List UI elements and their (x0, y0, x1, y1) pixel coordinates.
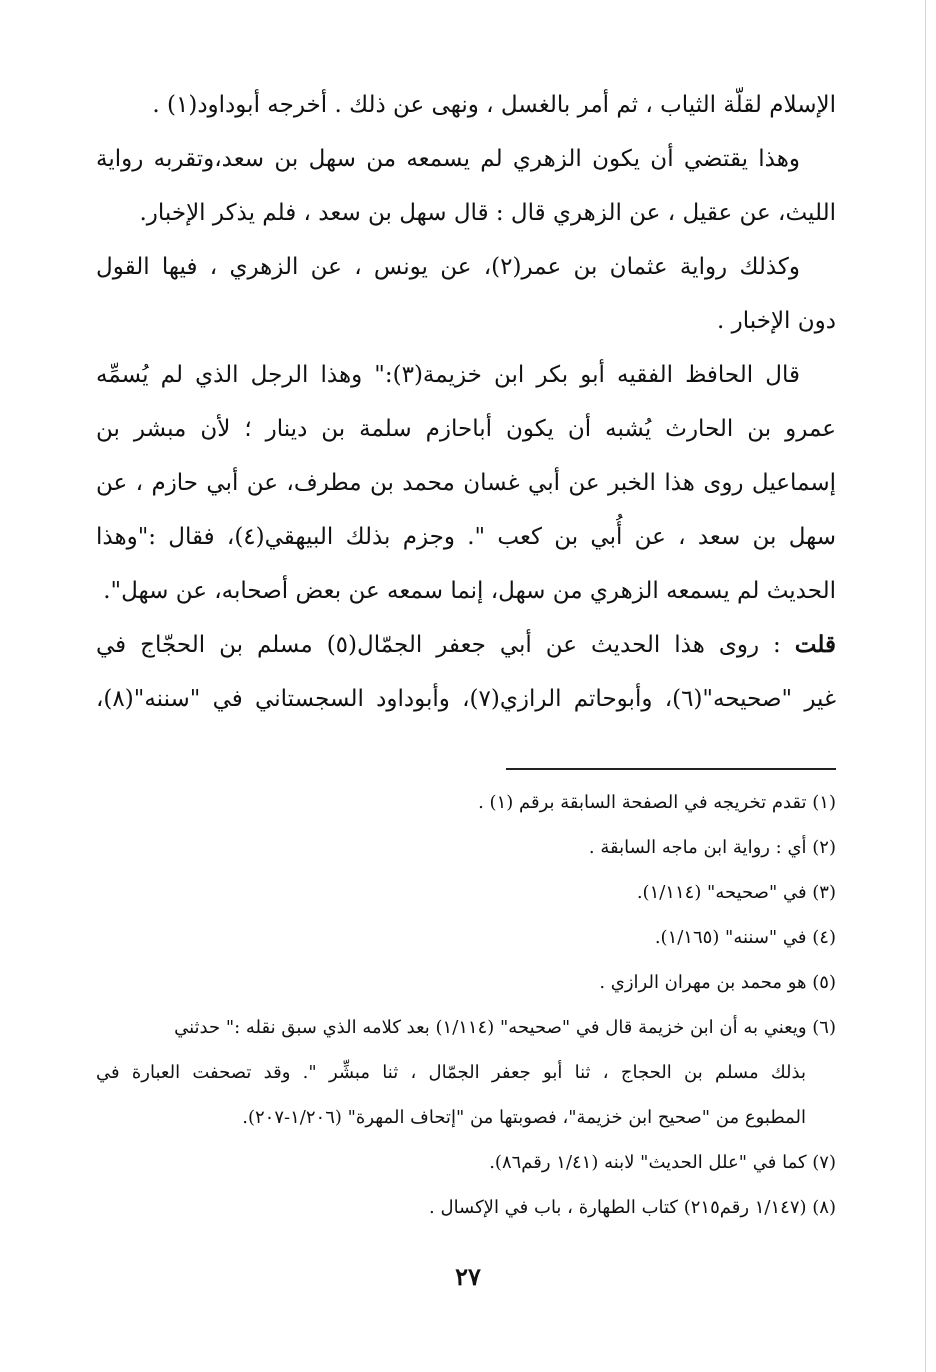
footnote: (٥) هو محمد بن مهران الرازي . (599, 972, 836, 993)
footnote-separator (506, 768, 836, 770)
footnote: (٢) أي : رواية ابن ماجه السابقة . (588, 837, 836, 858)
footnote: (٤) في "سننه" (١/١٦٥). (654, 927, 836, 948)
footnote: (٣) في "صحيحه" (١/١١٤). (636, 882, 836, 903)
text-line: عمرو بن الحارث يُشبه أن يكون أباحازم سلمة بن دينار ؛ لأن مبشر بن (96, 416, 836, 442)
main-text (96, 78, 836, 726)
text-line: وكذلك رواية عثمان بن عمر(٢)، عن يونس ، عن الزهري ، فيها القول (96, 254, 800, 280)
text-line: سهل بن سعد ، عن أُبي بن كعب ". وجزم بذلك البيهقي(٤)، فقال :"وهذا (96, 524, 836, 550)
text-line-qultu (96, 618, 836, 672)
footnote: (١) تقدم تخريجه في الصفحة السابقة برقم (١) . (478, 792, 836, 813)
text-line: دون الإخبار . (717, 308, 836, 334)
footnotes (96, 780, 836, 1230)
footnote-continuation: المطبوع من "صحيح ابن خزيمة"، فصوبتها من "إتحاف المهرة" (١/٢٠٦-٢٠٧). (242, 1107, 806, 1128)
page-edge-line (925, 0, 926, 1372)
qultu-label: قلت (794, 631, 836, 658)
text-line: الإسلام لقلّة الثياب ، ثم أمر بالغسل ، ونهى عن ذلك . أخرجه أبوداود(١) . (152, 92, 836, 118)
qultu-text: : روى هذا الحديث عن أبي جعفر الجمّال(٥) مسلم بن الحجّاج في (96, 632, 795, 658)
text-line: إسماعيل روى هذا الخبر عن أبي غسان محمد بن مطرف، عن أبي حازم ، عن (96, 470, 836, 496)
text-line: الحديث لم يسمعه الزهري من سهل، إنما سمعه عن بعض أصحابه، عن سهل". (103, 578, 836, 604)
text-line: الليث، عن عقيل ، عن الزهري قال : قال سهل بن سعد ، فلم يذكر الإخبار. (139, 200, 836, 226)
footnote: (٨) (١/١٤٧ رقم٢١٥) كتاب الطهارة ، باب في الإكسال . (429, 1197, 836, 1218)
footnote: (٦) ويعني به أن ابن خزيمة قال في "صحيحه" (١/١١٤) بعد كلامه الذي سبق نقله :" حدثني (174, 1017, 836, 1038)
footnote: (٧) كما في "علل الحديث" لابنه (١/٤١ رقم٨٦). (489, 1152, 836, 1173)
text-line: قال الحافظ الفقيه أبو بكر ابن خزيمة(٣):" وهذا الرجل الذي لم يُسمِّه (96, 362, 800, 388)
text-line-final: غير "صحيحه"(٦)، وأبوحاتم الرازي(٧)، وأبوداود السجستاني في "سننه"(٨)، (96, 686, 836, 712)
page-number: ٢٧ (455, 1262, 481, 1291)
footnote-continuation: بذلك مسلم بن الحجاج ، ثنا أبو جعفر الجمّال ، ثنا مبشِّر ". وقد تصحفت العبارة في (96, 1062, 806, 1083)
text-line: وهذا يقتضي أن يكون الزهري لم يسمعه من سهل بن سعد،وتقربه رواية (96, 146, 800, 172)
